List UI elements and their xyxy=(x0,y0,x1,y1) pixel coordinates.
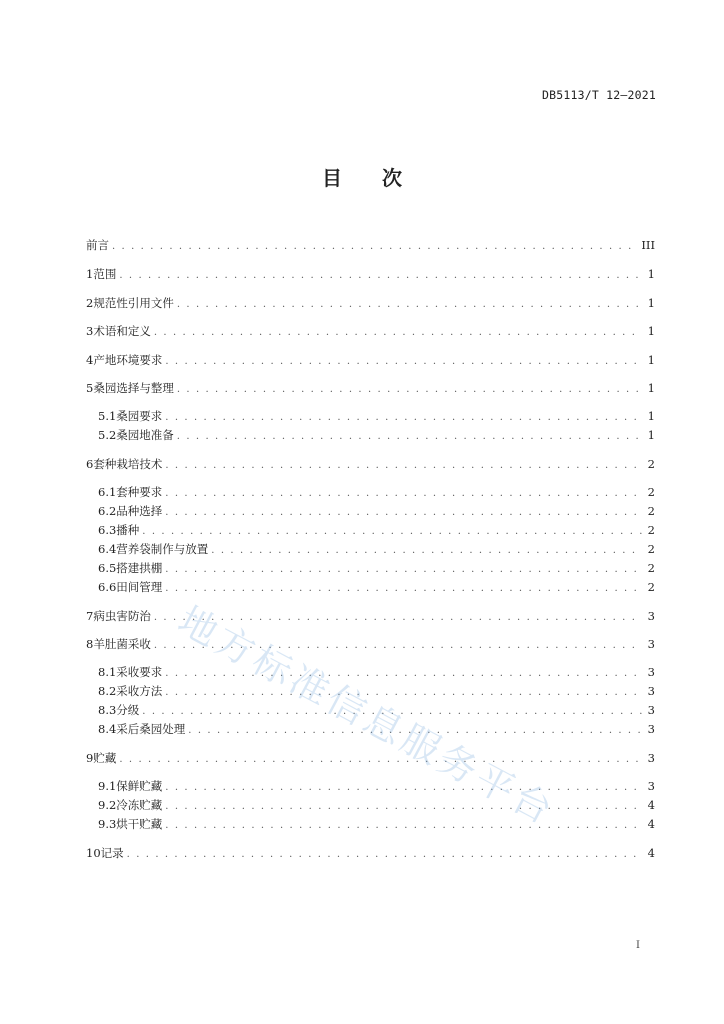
toc-entry-number: 7 xyxy=(86,609,94,623)
toc-leader-dots xyxy=(165,818,642,834)
toc-entry-page: 1 xyxy=(647,409,655,423)
toc-entry-label: 田间管理 xyxy=(116,580,163,594)
toc-entry-label: 桑园要求 xyxy=(116,409,163,423)
toc-leader-dots xyxy=(188,723,642,739)
toc-leader-dots xyxy=(177,297,642,313)
toc-entry-label: 贮藏 xyxy=(93,751,117,765)
toc-leader-dots xyxy=(119,752,642,768)
toc-leader-dots xyxy=(154,610,642,626)
toc-entry-number: 8 xyxy=(86,637,94,651)
toc-entry-number: 6.4 xyxy=(98,542,117,556)
toc-entry-page: 1 xyxy=(647,267,655,281)
toc-entry[interactable] xyxy=(86,237,655,255)
toc-entry-page: 2 xyxy=(647,561,655,575)
toc-leader-dots xyxy=(165,685,642,701)
toc-entry[interactable] xyxy=(86,608,655,626)
toc-leader-dots xyxy=(165,666,642,682)
toc-entry-label: 前言 xyxy=(86,238,109,252)
toc-entry-label: 采收要求 xyxy=(116,665,163,679)
toc-leader-dots xyxy=(165,562,642,578)
toc-entry[interactable] xyxy=(98,702,655,720)
title-char-1: 目 xyxy=(322,166,342,190)
toc-entry-number: 8.4 xyxy=(98,722,117,736)
toc-entry-page: 1 xyxy=(647,428,655,442)
toc-entry-number: 10 xyxy=(86,846,101,860)
toc-entry-label: 营养袋制作与放置 xyxy=(116,542,209,556)
toc-entry-label: 烘干贮藏 xyxy=(116,817,163,831)
toc-entry[interactable] xyxy=(98,797,655,815)
toc-entry-label: 记录 xyxy=(100,846,124,860)
toc-entry[interactable] xyxy=(86,456,655,474)
page-title xyxy=(0,162,724,191)
page-number: I xyxy=(636,940,640,951)
toc-entry-label: 采收方法 xyxy=(116,684,163,698)
toc-leader-dots xyxy=(211,543,642,559)
toc-leader-dots xyxy=(165,458,642,474)
toc-entry-page: III xyxy=(641,238,655,252)
toc-entry[interactable] xyxy=(86,380,655,398)
toc-entry[interactable] xyxy=(98,721,655,739)
toc-entry-label: 产地环境要求 xyxy=(93,353,163,367)
toc-entry-page: 2 xyxy=(647,542,655,556)
toc-leader-dots xyxy=(165,780,642,796)
document-code: DB5113/T 12—2021 xyxy=(542,88,656,102)
toc-entry-label: 采后桑园处理 xyxy=(116,722,186,736)
toc-entry[interactable] xyxy=(98,503,655,521)
toc-entry-page: 3 xyxy=(647,609,655,623)
toc-entry-number: 6.5 xyxy=(98,561,117,575)
toc-entry[interactable] xyxy=(98,427,655,445)
toc-entry-number: 5 xyxy=(86,381,94,395)
toc-leader-dots xyxy=(177,382,642,398)
toc-entry-label: 分级 xyxy=(116,703,140,717)
toc-entry-number: 3 xyxy=(86,324,94,338)
toc-entry-page: 1 xyxy=(647,324,655,338)
toc-entry-number: 2 xyxy=(86,296,94,310)
toc-entry-label: 规范性引用文件 xyxy=(93,296,174,310)
toc-entry-number: 1 xyxy=(86,267,94,281)
toc-leader-dots xyxy=(127,847,642,863)
toc-entry-page: 2 xyxy=(647,523,655,537)
toc-entry[interactable] xyxy=(98,816,655,834)
toc-entry[interactable] xyxy=(98,664,655,682)
toc-entry-page: 1 xyxy=(647,381,655,395)
toc-entry[interactable] xyxy=(86,352,655,370)
toc-leader-dots xyxy=(112,239,638,255)
toc-entry-number: 8.2 xyxy=(98,684,117,698)
toc-entry-page: 4 xyxy=(647,798,655,812)
toc-entry-number: 5.1 xyxy=(98,409,117,423)
toc-entry-page: 2 xyxy=(647,485,655,499)
toc-entry-number: 6 xyxy=(86,457,94,471)
toc-entry-page: 2 xyxy=(647,457,655,471)
toc-entry-number: 4 xyxy=(86,353,94,367)
toc-entry-label: 冷冻贮藏 xyxy=(116,798,163,812)
toc-entry-page: 3 xyxy=(647,703,655,717)
toc-entry-number: 5.2 xyxy=(98,428,117,442)
toc-entry-page: 2 xyxy=(647,504,655,518)
toc-entry[interactable] xyxy=(86,266,655,284)
toc-entry-page: 1 xyxy=(647,353,655,367)
toc-entry-number: 8.3 xyxy=(98,703,117,717)
toc-entry-page: 4 xyxy=(647,817,655,831)
toc-entry[interactable] xyxy=(98,560,655,578)
toc-entry-page: 3 xyxy=(647,684,655,698)
toc-entry-number: 6.1 xyxy=(98,485,117,499)
toc-entry-label: 病虫害防治 xyxy=(93,609,151,623)
toc-entry-number: 9.2 xyxy=(98,798,117,812)
toc-leader-dots xyxy=(177,429,642,445)
toc-entry-page: 3 xyxy=(647,751,655,765)
toc-leader-dots xyxy=(142,524,642,540)
toc-entry[interactable] xyxy=(98,683,655,701)
toc-entry-number: 9 xyxy=(86,751,94,765)
toc-leader-dots xyxy=(165,799,642,815)
toc-leader-dots xyxy=(165,486,642,502)
toc-entry-page: 3 xyxy=(647,637,655,651)
toc-leader-dots xyxy=(165,410,642,426)
toc-entry-page: 3 xyxy=(647,665,655,679)
toc-entry-label: 范围 xyxy=(93,267,117,281)
toc-entry[interactable] xyxy=(86,295,655,313)
toc-entry-page: 1 xyxy=(647,296,655,310)
toc-leader-dots xyxy=(154,325,642,341)
toc-entry[interactable] xyxy=(98,541,655,559)
toc-entry[interactable] xyxy=(98,522,655,540)
toc-entry[interactable] xyxy=(86,750,655,768)
toc-leader-dots xyxy=(165,354,642,370)
toc-entry-number: 8.1 xyxy=(98,665,117,679)
toc-entry-label: 播种 xyxy=(116,523,140,537)
title-char-2: 次 xyxy=(382,166,402,190)
toc-leader-dots xyxy=(165,581,642,597)
toc-entry-label: 品种选择 xyxy=(116,504,163,518)
toc-entry-label: 羊肚菌采收 xyxy=(93,637,151,651)
toc-entry-number: 9.1 xyxy=(98,779,117,793)
toc-entry-label: 桑园选择与整理 xyxy=(93,381,174,395)
toc-entry-page: 3 xyxy=(647,722,655,736)
toc-entry[interactable] xyxy=(86,323,655,341)
toc-entry[interactable] xyxy=(98,408,655,426)
toc-leader-dots xyxy=(119,268,642,284)
toc-entry-label: 搭建拱棚 xyxy=(116,561,163,575)
toc-entry-number: 6.6 xyxy=(98,580,117,594)
toc-entry-label: 套种要求 xyxy=(116,485,163,499)
toc-entry-label: 套种栽培技术 xyxy=(93,457,163,471)
toc-leader-dots xyxy=(154,638,642,654)
toc-entry-label: 术语和定义 xyxy=(93,324,151,338)
toc-entry[interactable] xyxy=(98,778,655,796)
toc-entry-label: 保鲜贮藏 xyxy=(116,779,163,793)
watermark: 地方标准信息服务平台 xyxy=(171,597,563,834)
toc-entry-label: 桑园地准备 xyxy=(116,428,174,442)
toc-entry[interactable] xyxy=(86,845,655,863)
toc-entry-page: 4 xyxy=(647,846,655,860)
toc-entry[interactable] xyxy=(86,636,655,654)
toc-entry[interactable] xyxy=(98,484,655,502)
toc-entry-page: 2 xyxy=(647,580,655,594)
toc-entry[interactable] xyxy=(98,579,655,597)
toc-entry-number: 6.3 xyxy=(98,523,117,537)
toc-entry-number: 6.2 xyxy=(98,504,117,518)
toc-entry-number: 9.3 xyxy=(98,817,117,831)
toc-leader-dots xyxy=(142,704,642,720)
toc-leader-dots xyxy=(165,505,642,521)
toc-entry-page: 3 xyxy=(647,779,655,793)
